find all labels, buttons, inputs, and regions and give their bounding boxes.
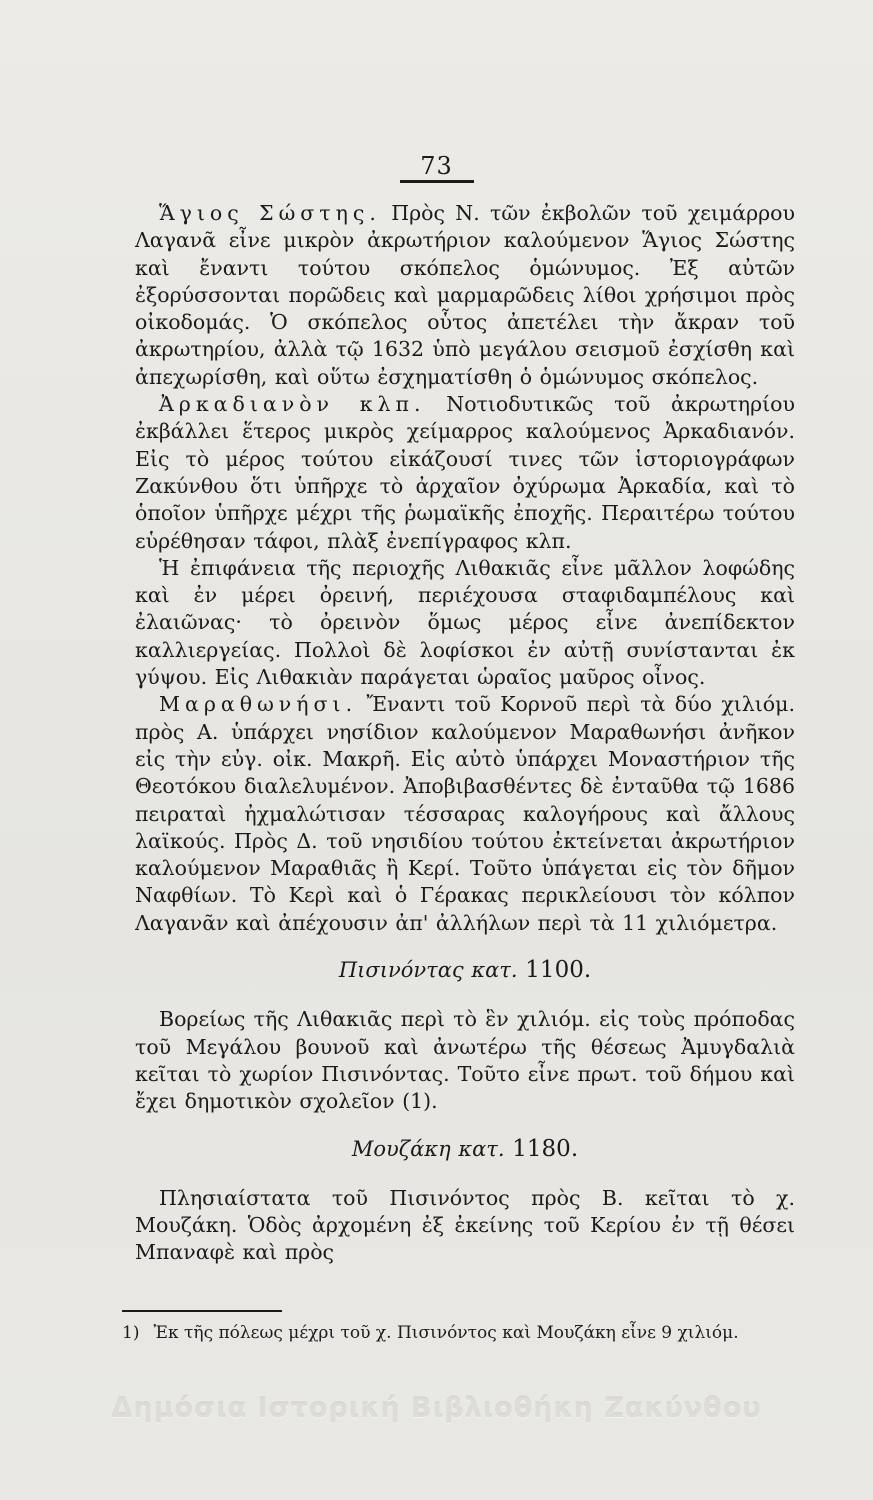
paragraph-lithakia	[135, 555, 795, 691]
paragraph-text: Πλησιαίστατα τοῦ Πισινόντος πρὸς Β. κεῖται τὸ χ. Μουζάκη. Ὁδὸς ἀρχομένη ἐξ ἐκείνης τοῦ Κερίου ἐν τῇ θέσει Μπαναφὲ καὶ πρὸς	[135, 1185, 795, 1265]
paragraph-mouzaki	[135, 1185, 795, 1267]
section-number: 1180.	[512, 1135, 579, 1162]
paragraph-pisinontas	[135, 1006, 795, 1115]
page-number-rule	[400, 180, 474, 183]
paragraph-text: Ἡ ἐπιφάνεια τῆς περιοχῆς Λιθακιᾶς εἶνε μᾶλλον λοφώδης καὶ ἐν μέρει ὀρεινή, περιέχουσα σταφιδαμπέλους καὶ ἐλαιῶνας· τὸ ὀρεινὸν ὅμως μέρος εἶνε ἀνεπίδεκτον καλλιεργείας. Πολλοὶ δὲ λοφίσκοι ἐν αὐτῇ συνίστανται ἐκ γύψου. Εἰς Λιθακιὰν παράγεται ὡραῖος μαῦρος οἶνος.	[135, 555, 795, 690]
section-title: Μουζάκη κατ.	[351, 1136, 505, 1161]
paragraph-arkadianon	[135, 391, 795, 555]
library-watermark: Δημόσια Ιστορική Βιβλιοθήκη Ζακύνθου	[111, 1393, 762, 1424]
footnote-text: Ἐκ τῆς πόλεως μέχρι τοῦ χ. Πισινόντος καὶ Μουζάκη εἶνε 9 χιλιόμ.	[153, 1323, 739, 1343]
paragraph-text: Πρὸς Ν. τῶν ἐκβολῶν τοῦ χειμάρρου Λαγανᾶ εἶνε μικρὸν ἀκρωτήριον καλούμενον Ἅγιος Σώστης καὶ ἔναντι τούτου σκόπελος ὁμώνυμος. Ἐξ αὐτῶν ἐξορύσσονται πορῶδεις καὶ μαρμαρῶδεις λίθοι χρήσιμοι πρὸς οἰκοδομάς. Ὁ σκόπελος οὗτος ἀπετέλει τὴν ἄκραν τοῦ ἀκρωτηρίου, ἀλλὰ τῷ 1632 ὑπὸ μεγάλου σεισμοῦ ἐσχίσθη καὶ ἀπεχωρίσθη, καὶ οὕτω ἐσχηματίσθη ὁ ὁμώνυμος σκόπελος.	[135, 201, 795, 389]
paragraph-text: Βορείως τῆς Λιθακιᾶς περὶ τὸ ἓν χιλιόμ. εἰς τοὺς πρόποδας τοῦ Μεγάλου βουνοῦ καὶ ἀνωτέρω τῆς θέσεως Ἀμυγδαλιὰ κεῖται τὸ χωρίον Πισινόντας. Τοῦτο εἶνε πρωτ. τοῦ δήμου καὶ ἔχει δημοτικὸν σχολεῖον (1).	[135, 1007, 795, 1114]
section-title: Πισινόντας κατ.	[338, 958, 518, 983]
paragraph-marathonisi	[135, 691, 795, 937]
paragraph-text: Ἔναντι τοῦ Κορνοῦ περὶ τὰ δύο χιλιόμ. πρὸς Α. ὑπάρχει νησίδιον καλούμενον Μαραθωνήσι ἀνῆκον εἰς τὴν εὐγ. οἰκ. Μακρῆ. Εἰς αὐτὸ ὑπάρχει Μοναστήριον τῆς Θεοτόκου διαλελυμένον. Ἀποβιβασθέντες δὲ ἐνταῦθα τῷ 1686 πειραταὶ ἠχμαλώτισαν τέσσαρας καλογήρους καὶ ἄλλους λαϊκούς. Πρὸς Δ. τοῦ νησιδίου τούτου ἐκτείνεται ἀκρωτήριον καλούμενον Μαραθιᾶς ἢ Κερί. Τοῦτο ὑπάγεται εἰς τὸν δῆμον Ναφθίων. Τὸ Κερὶ καὶ ὁ Γέρακας περικλείουσι τὸν κόλπον Λαγανᾶν καὶ ἀπέχουσιν ἀπ' ἀλλήλων περὶ τὰ 11 χιλιόμετρα.	[135, 692, 795, 935]
paragraph-text: Νοτιοδυτικῶς τοῦ ἀκρωτηρίου ἐκβάλλει ἕτερος μικρὸς χείμαρρος καλούμενος Ἀρκαδιανόν. Εἰς τὸ μέρος τούτου εἰκάζουσί τινες τῶν ἱστοριογράφων Ζακύνθου ὅτι ὑπῆρχε τὸ ἀρχαῖον ὀχύρωμα Ἀρκαδία, καὶ τὸ ὁποῖον ὑπῆρχε μέχρι τῆς ῥωμαϊκῆς ἐποχῆς. Περαιτέρω τούτου εὑρέθησαν τάφοι, πλὰξ ἐνεπίγραφος κλπ.	[135, 392, 795, 553]
paragraph-lead: Μαραθωνήσι.	[159, 692, 358, 717]
footnote-mark: 1)	[122, 1323, 140, 1343]
section-heading-pisinontas	[135, 957, 795, 984]
paragraph-agios-sostis	[135, 200, 795, 391]
footnote	[122, 1322, 812, 1344]
page-number: 73	[420, 152, 453, 180]
section-heading-mouzaki	[135, 1136, 795, 1163]
page-body	[135, 200, 795, 1267]
footnote-rule	[122, 1310, 282, 1312]
paragraph-lead: Ἀρκαδιανὸν κλπ.	[159, 392, 426, 417]
section-number: 1100.	[525, 957, 592, 984]
paragraph-lead: Ἅγιος Σώστης.	[159, 201, 381, 225]
